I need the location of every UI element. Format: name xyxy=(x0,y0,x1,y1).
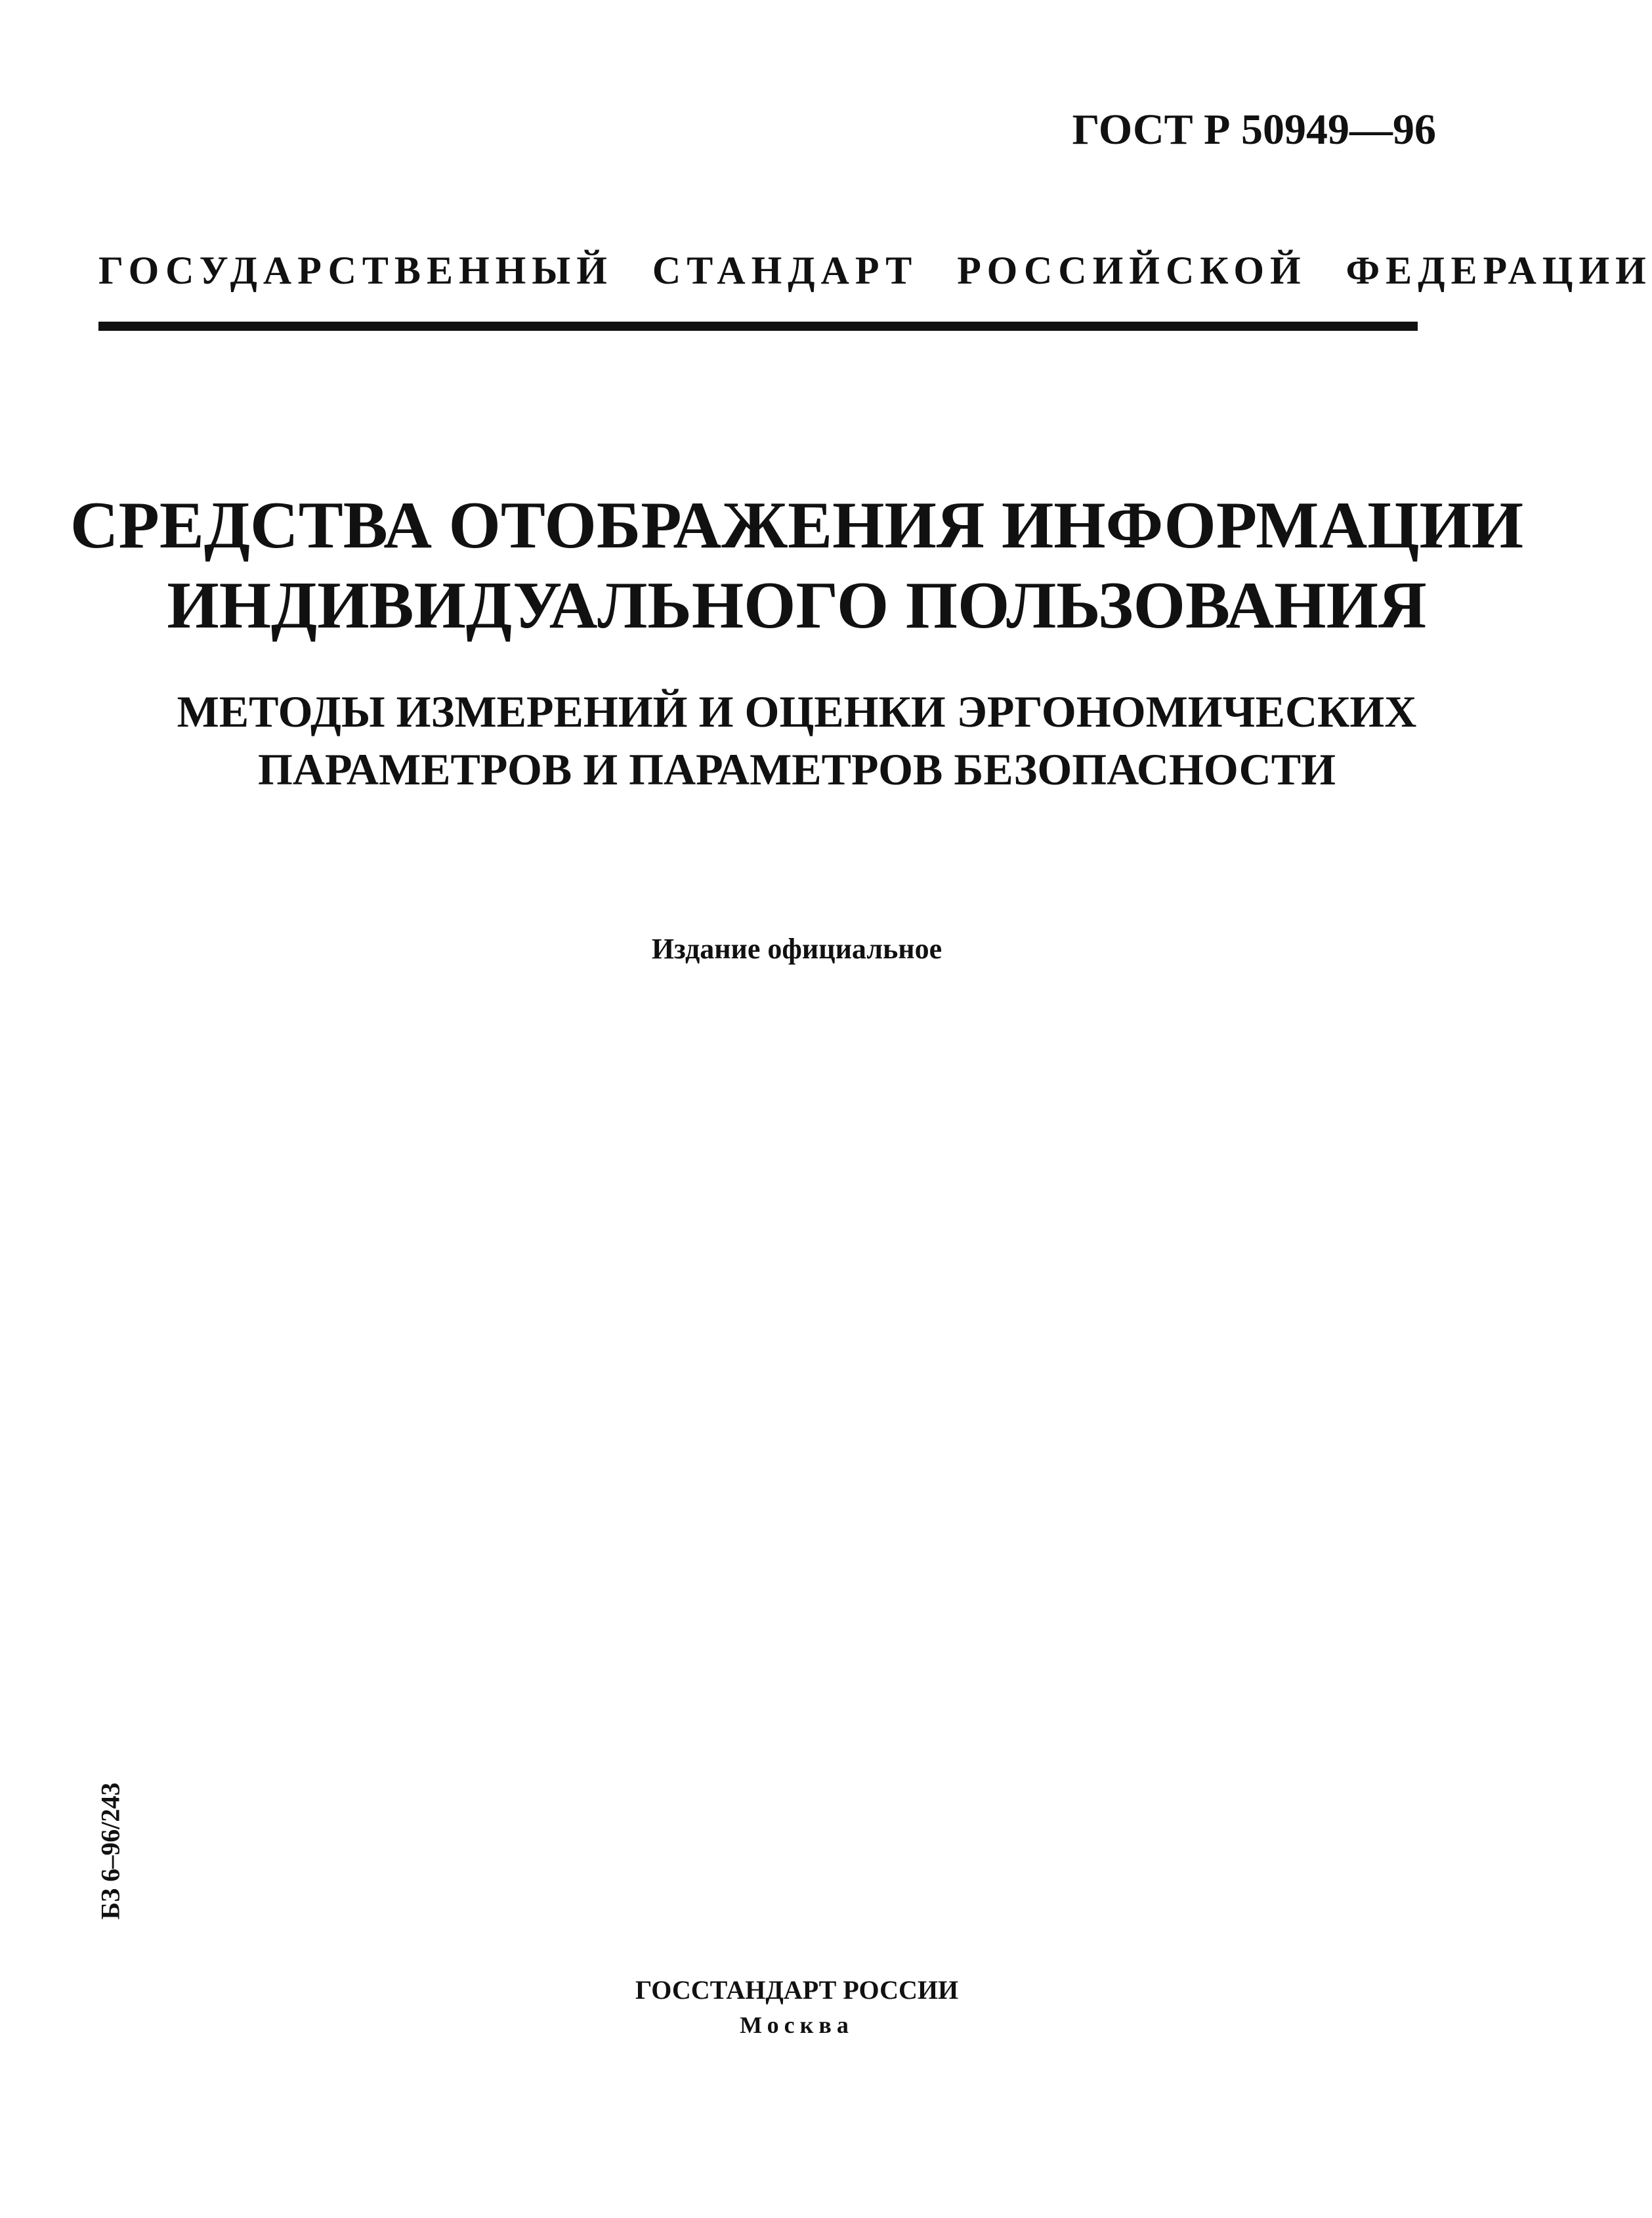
side-code: БЗ 6–96/243 xyxy=(95,1782,125,1920)
subtitle-line-1: МЕТОДЫ ИЗМЕРЕНИЙ И ОЦЕНКИ ЭРГОНОМИЧЕСКИХ xyxy=(177,687,1417,736)
main-title-line-2: ИНДИВИДУАЛЬНОГО ПОЛЬЗОВАНИЯ xyxy=(167,568,1427,643)
heading-rule xyxy=(98,322,1418,331)
main-title xyxy=(0,486,1594,646)
state-standard-heading: ГОСУДАРСТВЕННЫЙ СТАНДАРТ РОССИЙСКОЙ ФЕДЕРАЦИИ xyxy=(98,249,1652,292)
publisher-city: Москва xyxy=(740,2012,854,2038)
document-number: ГОСТ Р 50949—96 xyxy=(1072,106,1436,154)
edition-label: Издание официальное xyxy=(651,933,942,965)
main-title-line-1: СРЕДСТВА ОТОБРАЖЕНИЯ ИНФОРМАЦИИ xyxy=(70,488,1524,563)
publisher: ГОССТАНДАРТ РОССИИ xyxy=(635,1975,959,2005)
subtitle xyxy=(0,683,1594,798)
subtitle-line-2: ПАРАМЕТРОВ И ПАРАМЕТРОВ БЕЗОПАСНОСТИ xyxy=(258,744,1336,794)
